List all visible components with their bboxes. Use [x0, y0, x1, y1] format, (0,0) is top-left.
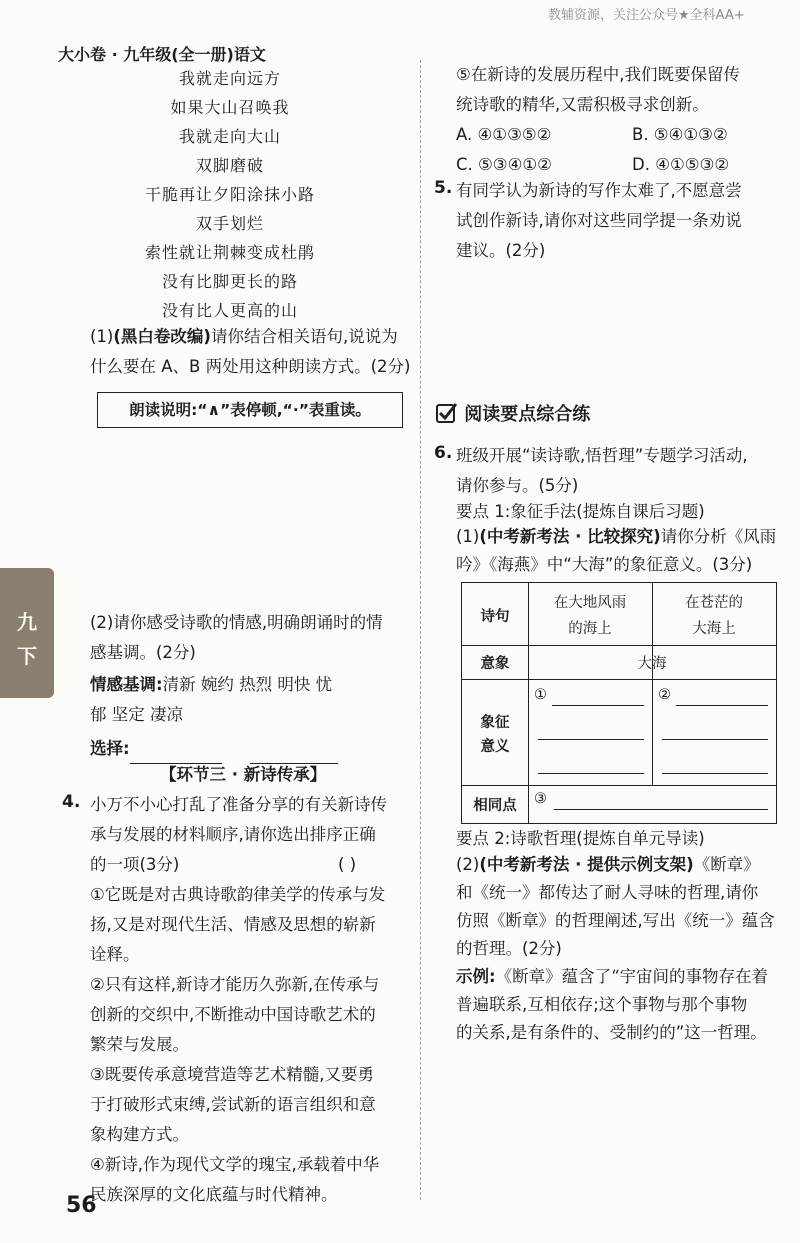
q2-line1: (2)请你感受诗歌的情感,明确朗诵时的情	[90, 613, 383, 632]
answer-mark-3: ③	[534, 791, 547, 807]
poem-line: 我就走向远方	[178, 69, 281, 88]
answer-line[interactable]	[662, 773, 768, 774]
side-tab-char: 九	[17, 610, 37, 634]
q2-line2: 感基调。(2分)	[90, 643, 196, 662]
q6-number: 6.	[434, 443, 453, 463]
table-row-label: 象征	[480, 715, 510, 731]
poem-line: 没有比脚更长的路	[161, 272, 298, 291]
answer-line[interactable]	[676, 705, 768, 706]
choice-b[interactable]: B. ⑤④①③②	[632, 125, 728, 144]
side-tab-char: 下	[17, 644, 37, 668]
poem-line: 如果大山召唤我	[170, 98, 290, 117]
key-point-2: 要点 2:诗歌哲理(提炼自单元导读)	[456, 829, 705, 848]
answer-line[interactable]	[538, 739, 644, 740]
q6-sub2-line: 的哲理。(2分)	[456, 939, 562, 958]
q4-option: ④新诗,作为现代文学的瑰宝,承载着中华	[90, 1155, 380, 1174]
poem-line: 双手划烂	[195, 214, 264, 233]
answer-mark-2: ②	[658, 687, 671, 703]
answer-line[interactable]	[538, 773, 644, 774]
table-header-col1: 的海上	[568, 621, 612, 637]
q6-sub1-line1: (1)(中考新考法 · 比较探究)请你分析《风雨	[456, 527, 777, 546]
table-row-label: 相同点	[473, 798, 517, 814]
answer-mark-1: ①	[534, 687, 547, 703]
q6-sub2-line: 仿照《断章》的哲理阐述,写出《统一》蕴含	[456, 911, 775, 930]
q4-option: 于打破形式束缚,尝试新的语言组织和意	[90, 1095, 376, 1114]
q4-option: 扬,又是对现代生活、情感及思想的崭新	[90, 915, 376, 934]
q4-option: ②只有这样,新诗才能历久弥新,在传承与	[90, 975, 380, 994]
q4-stem: 承与发展的材料顺序,请你选出排序正确	[90, 825, 376, 844]
q5-stem: 试创作新诗,请你对这些同学提一条劝说	[456, 211, 742, 230]
reading-note-box: 朗读说明:“∧”表停顿,“·”表重读。	[97, 392, 403, 428]
page-number: 56	[66, 1193, 97, 1218]
section-three-title: 【环节三 · 新诗传承】	[160, 765, 327, 784]
q1-line1: (1)(黑白卷改编)请你结合相关语句,说说为	[90, 327, 398, 346]
poem-line: 索性就让荆棘变成杜鹃	[144, 243, 315, 262]
table-image-value: 大海	[637, 656, 667, 672]
q6-sub2-line1: (2)(中考新考法 · 提供示例支架)《断章》	[456, 855, 760, 874]
checkbox-icon	[436, 402, 458, 424]
choice-d[interactable]: D. ④①⑤③②	[632, 155, 730, 174]
table-row-label: 意义	[480, 739, 510, 755]
example-line1: 示例:《断章》蕴含了“宇宙间的事物存在着	[456, 967, 769, 986]
q4-answer-paren[interactable]: ( )	[338, 855, 357, 874]
mood-options-line2: 郁 坚定 凄凉	[90, 705, 183, 724]
q4-number: 4.	[62, 792, 81, 812]
q5-stem: 有同学认为新诗的写作太难了,不愿意尝	[456, 181, 742, 200]
q5-number: 5.	[434, 178, 453, 198]
q4-option: 繁荣与发展。	[90, 1035, 189, 1054]
reading-section-title: 阅读要点综合练	[436, 400, 590, 426]
symbolism-table	[461, 582, 777, 824]
q1-line2: 什么要在 A、B 两处用这种朗读方式。(2分)	[90, 357, 411, 376]
mood-options-line1: 情感基调:清新 婉约 热烈 明快 忧	[90, 675, 333, 694]
q4-option: ①它既是对古典诗歌韵律美学的传承与发	[90, 885, 386, 904]
q4-stem: 小万不小心打乱了准备分享的有关新诗传	[90, 795, 387, 814]
table-header-label: 诗句	[480, 609, 510, 625]
book-title: 大小卷 · 九年级(全一册)语文	[58, 45, 266, 64]
example-line: 普遍联系,互相依存;这个事物与那个事物	[456, 995, 748, 1014]
poem-line: 我就走向大山	[178, 127, 281, 146]
table-header-col1: 在大地风雨	[553, 595, 627, 611]
q6-sub1-line2: 吟》《海燕》中“大海”的象征意义。(3分)	[456, 555, 753, 574]
poem-line: 没有比人更高的山	[161, 301, 298, 320]
q4-option: 统诗歌的精华,又需积极寻求创新。	[456, 95, 709, 114]
q4-option: 民族深厚的文化底蕴与时代精神。	[90, 1185, 338, 1204]
poem-line: 干脆再让夕阳涂抹小路	[144, 185, 315, 204]
table-header-col2: 大海上	[692, 621, 736, 637]
q4-option: 象构建方式。	[90, 1125, 189, 1144]
example-line: 的关系,是有条件的、受制约的”这一哲理。	[456, 1023, 767, 1042]
table-header-col2: 在苍茫的	[685, 595, 743, 611]
choice-a[interactable]: A. ④①③⑤②	[456, 125, 552, 144]
q4-option: ③既要传承意境营造等艺术精髓,又要勇	[90, 1065, 375, 1084]
table-row-label: 意象	[480, 656, 510, 672]
watermark-text: 教辅资源，关注公众号★全科AA+	[548, 8, 745, 23]
q4-option: 创新的交织中,不断推动中国诗歌艺术的	[90, 1005, 376, 1024]
q6-stem: 请你参与。(5分)	[456, 476, 579, 495]
choice-c[interactable]: C. ⑤③④①②	[456, 155, 552, 174]
q4-stem: 的一项(3分)	[90, 855, 180, 874]
answer-line[interactable]	[552, 705, 644, 706]
poem-line: 双脚磨破	[195, 156, 264, 175]
q6-sub2-line: 和《统一》都传达了耐人寻味的哲理,请你	[456, 883, 759, 902]
q6-stem: 班级开展“读诗歌,悟哲理”专题学习活动,	[456, 446, 748, 465]
column-divider	[420, 60, 421, 1200]
grade-side-tab	[0, 568, 54, 698]
answer-line[interactable]	[662, 739, 768, 740]
answer-line[interactable]	[554, 809, 768, 810]
q5-stem: 建议。(2分)	[456, 241, 546, 260]
q4-option: 诠释。	[90, 945, 140, 964]
q4-option: ⑤在新诗的发展历程中,我们既要保留传	[456, 65, 741, 84]
key-point-1: 要点 1:象征手法(提炼自课后习题)	[456, 502, 705, 521]
choose-line: 选择:	[90, 734, 338, 764]
